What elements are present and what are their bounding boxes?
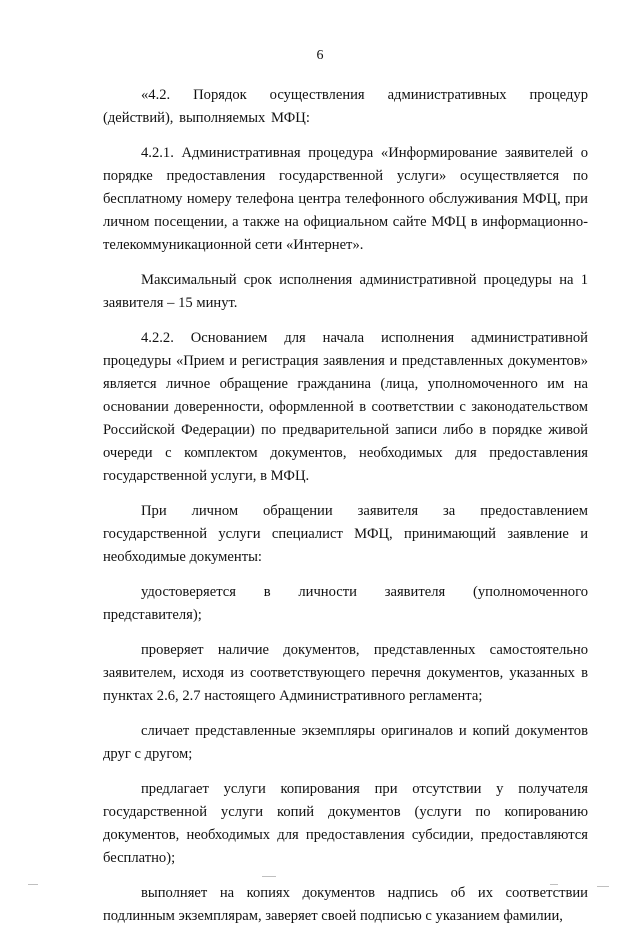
list-item-copy-services: предлагает услуги копирования при отсутствии у получателя государственной услуги копий документов (услуги по копированию документов, необходимых для предоставления субсидии, предоставляются бесплатно); xyxy=(103,781,588,866)
scan-artifact xyxy=(550,884,558,885)
page-number: 6 xyxy=(316,48,324,63)
list-item-documents-check: проверяет наличие документов, представленных самостоятельно заявителем, исходя из соответствующего перечня документов, указанных в пунктах 2.6, 2.7 настоящего Административного регламента; xyxy=(103,642,588,704)
scan-artifact xyxy=(262,876,276,877)
scan-artifact xyxy=(28,884,38,885)
paragraph-4-2-heading: «4.2. Порядок осуществления административных процедур (действий), выполняемых МФЦ: xyxy=(103,87,588,126)
document-body xyxy=(103,84,588,928)
paragraph-max-duration: Максимальный срок исполнения административной процедуры на 1 заявителя – 15 минут. xyxy=(103,272,588,311)
scan-artifact xyxy=(597,886,609,887)
list-item-compare-copies: сличает представленные экземпляры оригиналов и копий документов друг с другом; xyxy=(103,723,588,762)
list-item-certify-copies: выполняет на копиях документов надпись об их соответствии подлинным экземплярам, заверяет своей подписью с указанием фамилии, xyxy=(103,885,588,924)
paragraph-personal-appeal: При личном обращении заявителя за предоставлением государственной услуги специалист МФЦ, принимающий заявление и необходимые документы: xyxy=(103,503,588,565)
paragraph-4-2-2: 4.2.2. Основанием для начала исполнения административной процедуры «Прием и регистрация заявления и представленных документов» является личное обращение гражданина (лица, уполномоченного им на основании доверенности, оформленной в соответствии с законодательством Российской Федерации) по предварительной записи либо в порядке живой очереди с комплектом документов, необходимых для предоставления государственной услуги, в МФЦ. xyxy=(103,330,588,484)
list-item-identity-check: удостоверяется в личности заявителя (уполномоченного представителя); xyxy=(103,584,588,623)
paragraph-4-2-1: 4.2.1. Административная процедура «Информирование заявителей о порядке предоставления государственной услуги» осуществляется по бесплатному номеру телефона центра телефонного обслуживания МФЦ, при личном посещении, а также на официальном сайте МФЦ в информационно-телекоммуникационной сети «Интернет». xyxy=(103,145,588,253)
